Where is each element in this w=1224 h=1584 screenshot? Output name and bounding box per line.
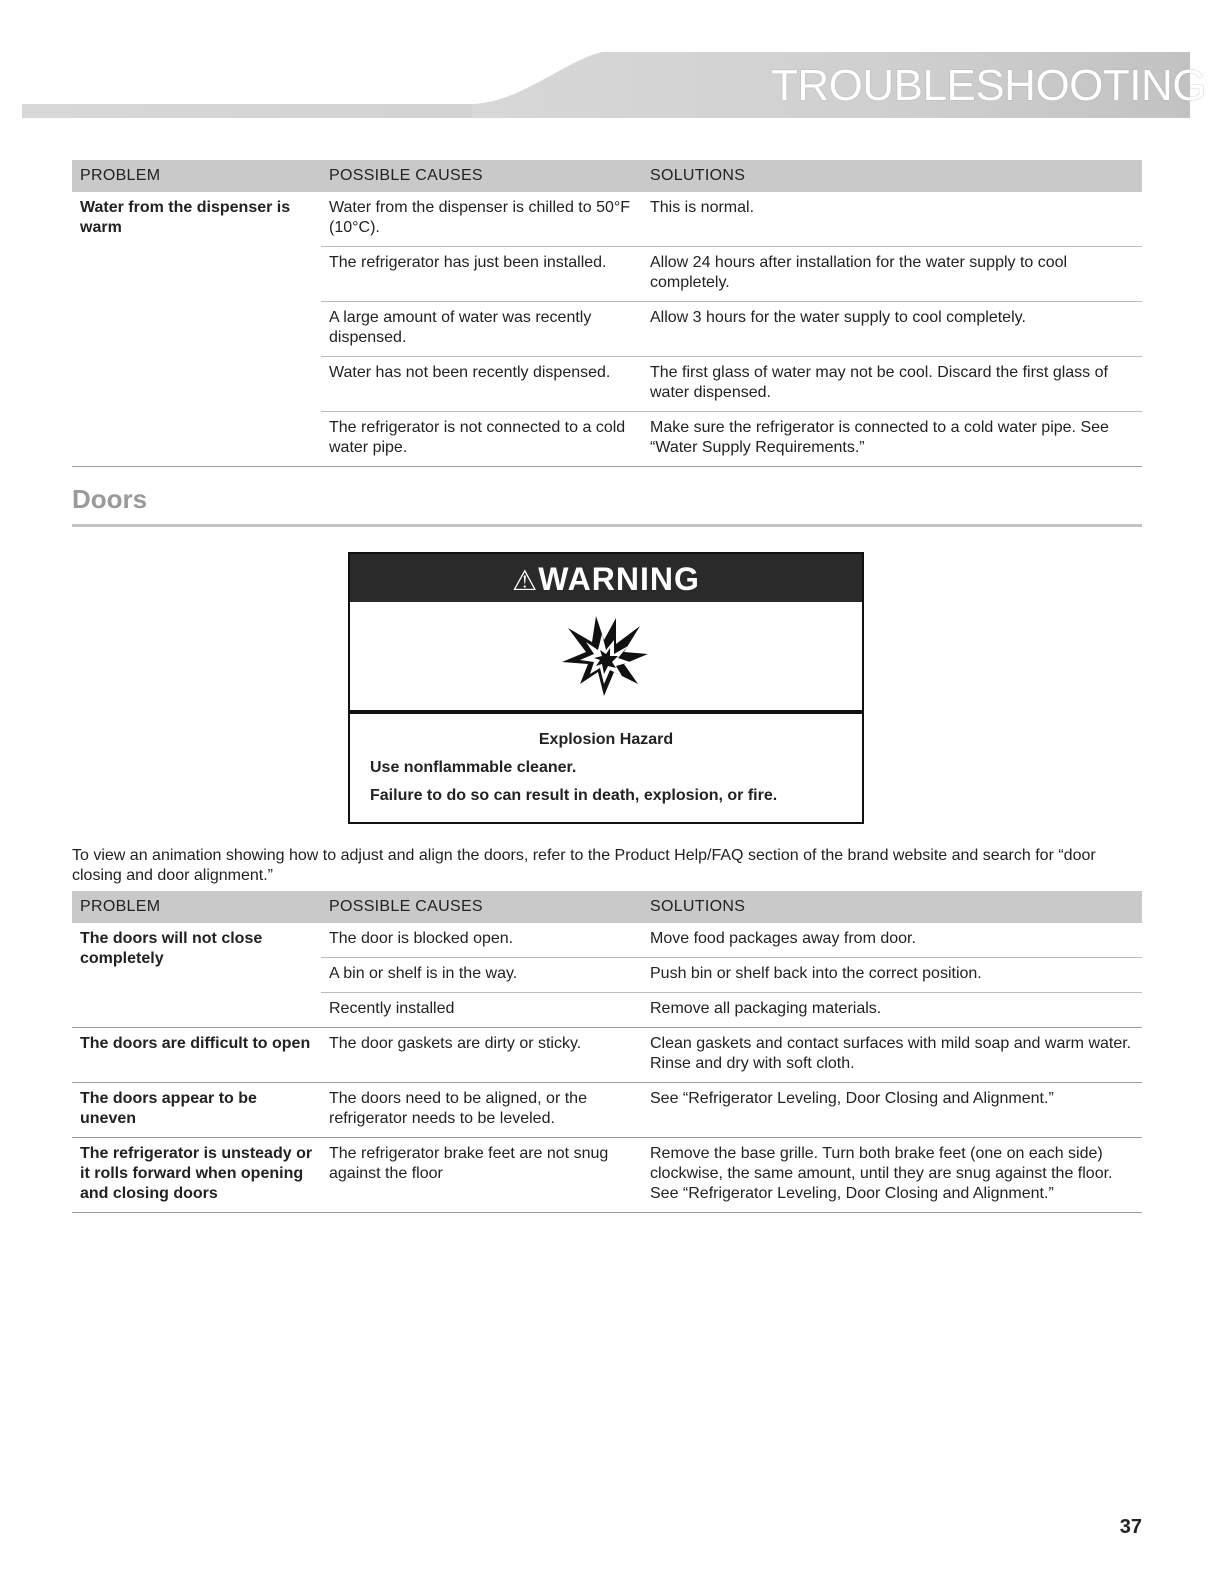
solution-cell: This is normal. xyxy=(642,192,1142,247)
solution-cell: Remove the base grille. Turn both brake feet (one on each side) clockwise, the same amount, until they are snug against the floor. See “Refrigerator Leveling, Door Closing and Alignment.” xyxy=(642,1138,1142,1213)
troubleshooting-table-doors xyxy=(72,891,1142,1213)
cause-cell: Water from the dispenser is chilled to 50°F (10°C). xyxy=(321,192,642,247)
column-header-causes: POSSIBLE CAUSES xyxy=(321,160,642,192)
solution-cell: Move food packages away from door. xyxy=(642,923,1142,958)
problem-cell: Water from the dispenser is warm xyxy=(72,192,321,467)
column-header-causes: POSSIBLE CAUSES xyxy=(321,891,642,923)
column-header-solutions: SOLUTIONS xyxy=(642,891,1142,923)
page-number: 37 xyxy=(1119,1516,1142,1538)
column-header-problem: PROBLEM xyxy=(72,160,321,192)
cause-cell: Water has not been recently dispensed. xyxy=(321,357,642,412)
cause-cell: Recently installed xyxy=(321,993,642,1028)
explosion-icon xyxy=(558,614,650,698)
column-header-problem: PROBLEM xyxy=(72,891,321,923)
warning-box xyxy=(348,552,864,824)
problem-cell: The doors will not close completely xyxy=(72,923,321,1028)
warning-instruction: Use nonflammable cleaner. xyxy=(370,759,577,776)
warning-header xyxy=(350,554,862,602)
solution-cell: Push bin or shelf back into the correct position. xyxy=(642,958,1142,993)
solution-cell: Clean gaskets and contact surfaces with mild soap and warm water. Rinse and dry with soft cloth. xyxy=(642,1028,1142,1083)
warning-triangle-icon: ⚠ xyxy=(512,565,539,596)
cause-cell: The refrigerator is not connected to a cold water pipe. xyxy=(321,412,642,467)
table-row xyxy=(72,1083,1142,1138)
solution-cell: Remove all packaging materials. xyxy=(642,993,1142,1028)
cause-cell: The refrigerator has just been installed. xyxy=(321,247,642,302)
cause-cell: A bin or shelf is in the way. xyxy=(321,958,642,993)
page-header-title: TROUBLESHOOTING xyxy=(771,61,1206,110)
warning-consequence: Failure to do so can result in death, explosion, or fire. xyxy=(370,787,778,804)
warning-title: WARNING xyxy=(538,561,700,597)
column-header-solutions: SOLUTIONS xyxy=(642,160,1142,192)
cause-cell: The doors need to be aligned, or the refrigerator needs to be leveled. xyxy=(321,1083,642,1138)
table-header-row xyxy=(72,160,1142,192)
warning-pictogram xyxy=(350,602,862,714)
table-header-row xyxy=(72,891,1142,923)
troubleshooting-table-water xyxy=(72,160,1142,467)
section-divider xyxy=(72,524,1142,527)
cause-cell: The door is blocked open. xyxy=(321,923,642,958)
solution-cell: The first glass of water may not be cool. Discard the first glass of water dispensed. xyxy=(642,357,1142,412)
cause-cell: The refrigerator brake feet are not snug against the floor xyxy=(321,1138,642,1213)
table-row xyxy=(72,1028,1142,1083)
solution-cell: Allow 3 hours for the water supply to cool completely. xyxy=(642,302,1142,357)
table-row xyxy=(72,1138,1142,1213)
warning-hazard-label: Explosion Hazard xyxy=(538,731,674,748)
section-title: Doors xyxy=(72,484,148,514)
solution-cell: Allow 24 hours after installation for the water supply to cool completely. xyxy=(642,247,1142,302)
problem-cell: The doors are difficult to open xyxy=(72,1028,321,1083)
problem-cell: The doors appear to be uneven xyxy=(72,1083,321,1138)
intro-paragraph: To view an animation showing how to adjust and align the doors, refer to the Product Help/FAQ section of the brand website and search for “door closing and door alignment.” xyxy=(72,847,1096,884)
table-row xyxy=(72,192,1142,247)
solution-cell: See “Refrigerator Leveling, Door Closing and Alignment.” xyxy=(642,1083,1142,1138)
cause-cell: The door gaskets are dirty or sticky. xyxy=(321,1028,642,1083)
problem-cell: The refrigerator is unsteady or it rolls forward when opening and closing doors xyxy=(72,1138,321,1213)
table-row xyxy=(72,923,1142,958)
solution-cell: Make sure the refrigerator is connected to a cold water pipe. See “Water Supply Requirements.” xyxy=(642,412,1142,467)
cause-cell: A large amount of water was recently dispensed. xyxy=(321,302,642,357)
